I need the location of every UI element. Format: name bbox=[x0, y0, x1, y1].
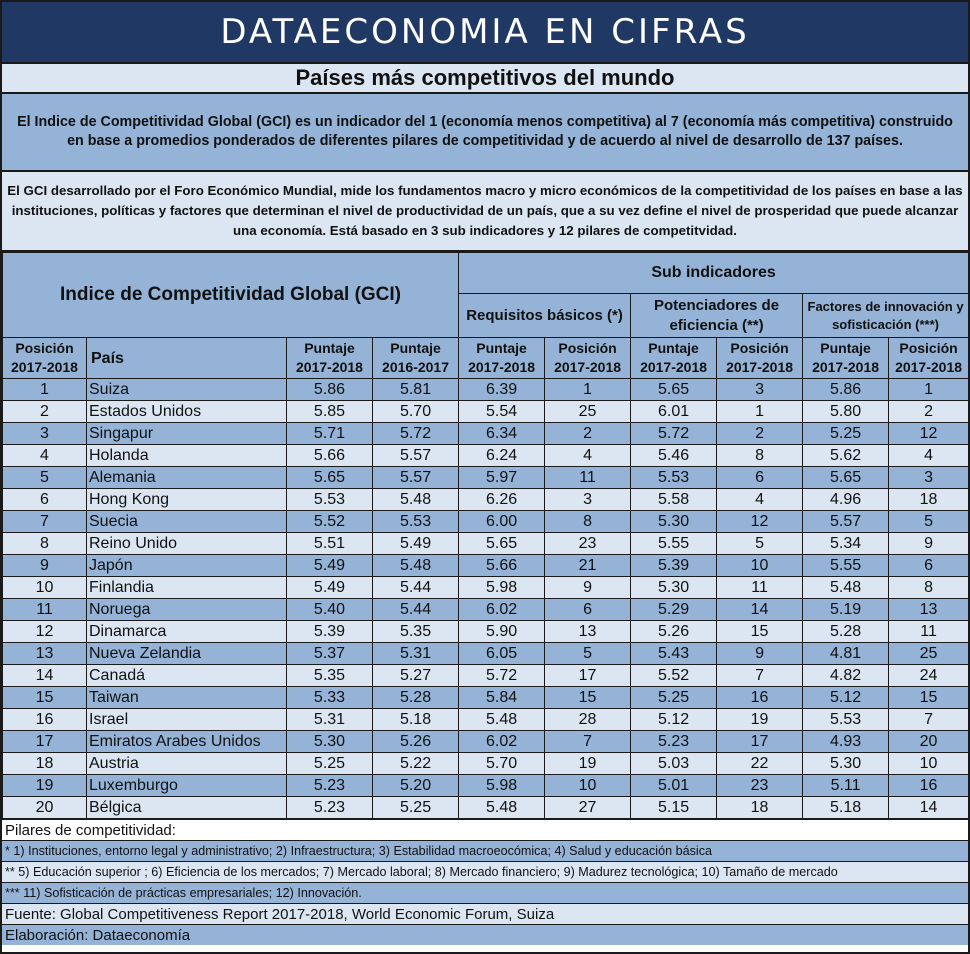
cell-basic-score: 5.72 bbox=[459, 665, 545, 687]
cell-score-2017: 5.86 bbox=[287, 379, 373, 401]
cell-innovation-score: 5.53 bbox=[803, 709, 889, 731]
cell-score-2017: 5.49 bbox=[287, 577, 373, 599]
cell-position: 13 bbox=[3, 643, 87, 665]
cell-efficiency-score: 5.58 bbox=[631, 489, 717, 511]
cell-score-2016: 5.25 bbox=[373, 797, 459, 819]
table-row bbox=[3, 511, 969, 533]
cell-position: 11 bbox=[3, 599, 87, 621]
cell-efficiency-score: 5.30 bbox=[631, 511, 717, 533]
cell-efficiency-score: 5.23 bbox=[631, 731, 717, 753]
cell-innovation-position: 24 bbox=[889, 665, 969, 687]
cell-basic-score: 5.98 bbox=[459, 775, 545, 797]
cell-position: 19 bbox=[3, 775, 87, 797]
cell-score-2017: 5.65 bbox=[287, 467, 373, 489]
cell-score-2016: 5.57 bbox=[373, 467, 459, 489]
cell-basic-score: 6.24 bbox=[459, 445, 545, 467]
table-row bbox=[3, 467, 969, 489]
cell-score-2016: 5.35 bbox=[373, 621, 459, 643]
cell-score-2016: 5.72 bbox=[373, 423, 459, 445]
cell-efficiency-score: 5.25 bbox=[631, 687, 717, 709]
cell-basic-score: 6.26 bbox=[459, 489, 545, 511]
cell-innovation-score: 5.11 bbox=[803, 775, 889, 797]
cell-innovation-score: 5.48 bbox=[803, 577, 889, 599]
cell-efficiency-position: 22 bbox=[717, 753, 803, 775]
cell-basic-score: 5.48 bbox=[459, 797, 545, 819]
cell-basic-position: 19 bbox=[545, 753, 631, 775]
cell-country: Japón bbox=[87, 555, 287, 577]
cell-innovation-position: 10 bbox=[889, 753, 969, 775]
banner-title: DATAECONOMIA EN CIFRAS bbox=[2, 2, 968, 64]
cell-innovation-position: 15 bbox=[889, 687, 969, 709]
pillars-efficiency-note: ** 5) Educación superior ; 6) Eficiencia de los mercados; 7) Mercado laboral; 8) Mercado financiero; 9) Madurez tecnológica; 10) Tamaño de mercado bbox=[2, 861, 968, 882]
cell-efficiency-score: 5.46 bbox=[631, 445, 717, 467]
cell-score-2017: 5.33 bbox=[287, 687, 373, 709]
cell-basic-score: 6.34 bbox=[459, 423, 545, 445]
cell-basic-position: 6 bbox=[545, 599, 631, 621]
cell-innovation-position: 7 bbox=[889, 709, 969, 731]
cell-innovation-position: 13 bbox=[889, 599, 969, 621]
cell-efficiency-position: 1 bbox=[717, 401, 803, 423]
sub-indicators-header: Sub indicadores bbox=[459, 253, 969, 294]
cell-efficiency-score: 5.26 bbox=[631, 621, 717, 643]
col-header-score-2016: Puntaje 2016-2017 bbox=[373, 338, 459, 379]
cell-country: Singapur bbox=[87, 423, 287, 445]
cell-efficiency-score: 5.30 bbox=[631, 577, 717, 599]
cell-efficiency-position: 12 bbox=[717, 511, 803, 533]
cell-score-2017: 5.66 bbox=[287, 445, 373, 467]
cell-efficiency-position: 17 bbox=[717, 731, 803, 753]
cell-position: 3 bbox=[3, 423, 87, 445]
cell-innovation-score: 4.93 bbox=[803, 731, 889, 753]
gci-header: Indice de Competitividad Global (GCI) bbox=[3, 253, 459, 338]
source-note: Fuente: Global Competitiveness Report 2017-2018, World Economic Forum, Suiza bbox=[2, 903, 968, 924]
cell-basic-score: 5.66 bbox=[459, 555, 545, 577]
cell-efficiency-position: 15 bbox=[717, 621, 803, 643]
cell-position: 5 bbox=[3, 467, 87, 489]
cell-innovation-score: 4.82 bbox=[803, 665, 889, 687]
cell-efficiency-score: 5.53 bbox=[631, 467, 717, 489]
cell-innovation-position: 18 bbox=[889, 489, 969, 511]
cell-position: 15 bbox=[3, 687, 87, 709]
cell-efficiency-score: 6.01 bbox=[631, 401, 717, 423]
cell-efficiency-score: 5.43 bbox=[631, 643, 717, 665]
cell-score-2017: 5.23 bbox=[287, 797, 373, 819]
col-header-innovation-score: Puntaje 2017-2018 bbox=[803, 338, 889, 379]
cell-efficiency-score: 5.72 bbox=[631, 423, 717, 445]
cell-efficiency-position: 7 bbox=[717, 665, 803, 687]
cell-basic-score: 5.48 bbox=[459, 709, 545, 731]
table-row bbox=[3, 643, 969, 665]
cell-position: 14 bbox=[3, 665, 87, 687]
cell-basic-score: 5.65 bbox=[459, 533, 545, 555]
cell-basic-position: 3 bbox=[545, 489, 631, 511]
cell-innovation-score: 5.19 bbox=[803, 599, 889, 621]
cell-country: Emiratos Arabes Unidos bbox=[87, 731, 287, 753]
cell-score-2017: 5.37 bbox=[287, 643, 373, 665]
cell-score-2017: 5.51 bbox=[287, 533, 373, 555]
col-header-basic-position: Posición 2017-2018 bbox=[545, 338, 631, 379]
cell-innovation-score: 5.65 bbox=[803, 467, 889, 489]
cell-score-2016: 5.48 bbox=[373, 555, 459, 577]
group-basic-requirements: Requisitos básicos (*) bbox=[459, 294, 631, 338]
cell-innovation-score: 5.80 bbox=[803, 401, 889, 423]
cell-efficiency-position: 4 bbox=[717, 489, 803, 511]
col-header-efficiency-position: Posición 2017-2018 bbox=[717, 338, 803, 379]
author-note: Elaboración: Dataeconomía bbox=[2, 924, 968, 945]
cell-country: Noruega bbox=[87, 599, 287, 621]
cell-efficiency-position: 18 bbox=[717, 797, 803, 819]
cell-innovation-position: 1 bbox=[889, 379, 969, 401]
cell-score-2017: 5.49 bbox=[287, 555, 373, 577]
cell-basic-position: 10 bbox=[545, 775, 631, 797]
table-row bbox=[3, 445, 969, 467]
cell-score-2017: 5.40 bbox=[287, 599, 373, 621]
cell-efficiency-position: 8 bbox=[717, 445, 803, 467]
cell-country: Israel bbox=[87, 709, 287, 731]
cell-score-2017: 5.35 bbox=[287, 665, 373, 687]
cell-efficiency-score: 5.65 bbox=[631, 379, 717, 401]
cell-efficiency-score: 5.12 bbox=[631, 709, 717, 731]
cell-innovation-score: 4.81 bbox=[803, 643, 889, 665]
cell-country: Suiza bbox=[87, 379, 287, 401]
cell-efficiency-position: 19 bbox=[717, 709, 803, 731]
cell-efficiency-score: 5.03 bbox=[631, 753, 717, 775]
col-header-efficiency-score: Puntaje 2017-2018 bbox=[631, 338, 717, 379]
cell-innovation-position: 2 bbox=[889, 401, 969, 423]
cell-innovation-score: 5.30 bbox=[803, 753, 889, 775]
cell-efficiency-position: 11 bbox=[717, 577, 803, 599]
cell-country: Austria bbox=[87, 753, 287, 775]
cell-efficiency-position: 3 bbox=[717, 379, 803, 401]
cell-score-2016: 5.81 bbox=[373, 379, 459, 401]
cell-country: Hong Kong bbox=[87, 489, 287, 511]
cell-innovation-position: 14 bbox=[889, 797, 969, 819]
cell-innovation-position: 20 bbox=[889, 731, 969, 753]
cell-country: Canadá bbox=[87, 665, 287, 687]
cell-efficiency-score: 5.55 bbox=[631, 533, 717, 555]
col-header-position: Posición 2017-2018 bbox=[3, 338, 87, 379]
cell-score-2017: 5.39 bbox=[287, 621, 373, 643]
pillars-innovation-note: *** 11) Sofisticación de prácticas empresariales; 12) Innovación. bbox=[2, 882, 968, 903]
cell-innovation-position: 11 bbox=[889, 621, 969, 643]
cell-country: Reino Unido bbox=[87, 533, 287, 555]
cell-score-2016: 5.20 bbox=[373, 775, 459, 797]
cell-score-2017: 5.71 bbox=[287, 423, 373, 445]
cell-innovation-position: 25 bbox=[889, 643, 969, 665]
table-row bbox=[3, 533, 969, 555]
cell-country: Taiwan bbox=[87, 687, 287, 709]
cell-innovation-score: 5.34 bbox=[803, 533, 889, 555]
competitiveness-table bbox=[2, 252, 969, 819]
cell-basic-score: 6.02 bbox=[459, 599, 545, 621]
page-subtitle: Países más competitivos del mundo bbox=[2, 64, 968, 94]
cell-efficiency-score: 5.39 bbox=[631, 555, 717, 577]
cell-score-2016: 5.70 bbox=[373, 401, 459, 423]
cell-position: 20 bbox=[3, 797, 87, 819]
cell-position: 1 bbox=[3, 379, 87, 401]
cell-basic-position: 23 bbox=[545, 533, 631, 555]
cell-basic-position: 5 bbox=[545, 643, 631, 665]
cell-innovation-position: 4 bbox=[889, 445, 969, 467]
cell-country: Luxemburgo bbox=[87, 775, 287, 797]
cell-score-2017: 5.31 bbox=[287, 709, 373, 731]
cell-score-2017: 5.85 bbox=[287, 401, 373, 423]
cell-score-2016: 5.31 bbox=[373, 643, 459, 665]
group-efficiency-enhancers: Potenciadores de eficiencia (**) bbox=[631, 294, 803, 338]
cell-score-2016: 5.49 bbox=[373, 533, 459, 555]
cell-basic-position: 15 bbox=[545, 687, 631, 709]
cell-efficiency-score: 5.01 bbox=[631, 775, 717, 797]
col-header-country: País bbox=[87, 338, 287, 379]
cell-position: 18 bbox=[3, 753, 87, 775]
table-row bbox=[3, 621, 969, 643]
cell-score-2017: 5.23 bbox=[287, 775, 373, 797]
table-row bbox=[3, 753, 969, 775]
cell-score-2016: 5.44 bbox=[373, 577, 459, 599]
cell-innovation-score: 5.62 bbox=[803, 445, 889, 467]
cell-score-2016: 5.44 bbox=[373, 599, 459, 621]
table-row bbox=[3, 775, 969, 797]
cell-position: 4 bbox=[3, 445, 87, 467]
cell-efficiency-score: 5.52 bbox=[631, 665, 717, 687]
table-row bbox=[3, 577, 969, 599]
cell-innovation-position: 16 bbox=[889, 775, 969, 797]
cell-basic-score: 6.00 bbox=[459, 511, 545, 533]
table-row bbox=[3, 489, 969, 511]
cell-efficiency-score: 5.29 bbox=[631, 599, 717, 621]
pillars-title: Pilares de competitividad: bbox=[2, 819, 968, 840]
table-row bbox=[3, 731, 969, 753]
cell-basic-score: 5.70 bbox=[459, 753, 545, 775]
description-gci: El Indice de Competitividad Global (GCI) es un indicador del 1 (economía menos competitiva) al 7 (economía más competitiva) construido en base a promedios ponderados de diferentes pilares de competitividad y de acuerdo al nivel de desarrollo de 137 países. bbox=[2, 94, 968, 172]
table-row bbox=[3, 687, 969, 709]
cell-position: 10 bbox=[3, 577, 87, 599]
cell-score-2016: 5.26 bbox=[373, 731, 459, 753]
cell-innovation-score: 5.86 bbox=[803, 379, 889, 401]
cell-score-2017: 5.30 bbox=[287, 731, 373, 753]
cell-country: Dinamarca bbox=[87, 621, 287, 643]
table-row bbox=[3, 423, 969, 445]
cell-innovation-position: 9 bbox=[889, 533, 969, 555]
cell-position: 12 bbox=[3, 621, 87, 643]
table-row bbox=[3, 599, 969, 621]
cell-efficiency-score: 5.15 bbox=[631, 797, 717, 819]
cell-score-2017: 5.25 bbox=[287, 753, 373, 775]
table-row bbox=[3, 555, 969, 577]
cell-basic-score: 5.97 bbox=[459, 467, 545, 489]
col-header-score-2017: Puntaje 2017-2018 bbox=[287, 338, 373, 379]
cell-basic-score: 6.05 bbox=[459, 643, 545, 665]
cell-efficiency-position: 16 bbox=[717, 687, 803, 709]
cell-basic-position: 11 bbox=[545, 467, 631, 489]
cell-innovation-position: 6 bbox=[889, 555, 969, 577]
cell-country: Alemania bbox=[87, 467, 287, 489]
cell-efficiency-position: 6 bbox=[717, 467, 803, 489]
cell-basic-position: 17 bbox=[545, 665, 631, 687]
cell-efficiency-position: 2 bbox=[717, 423, 803, 445]
cell-position: 9 bbox=[3, 555, 87, 577]
group-innovation-factors: Factores de innovación y sofisticación (***) bbox=[803, 294, 969, 338]
table-row bbox=[3, 401, 969, 423]
cell-innovation-score: 5.25 bbox=[803, 423, 889, 445]
cell-basic-position: 27 bbox=[545, 797, 631, 819]
cell-position: 17 bbox=[3, 731, 87, 753]
cell-basic-score: 5.90 bbox=[459, 621, 545, 643]
col-header-innovation-position: Posición 2017-2018 bbox=[889, 338, 969, 379]
cell-innovation-position: 5 bbox=[889, 511, 969, 533]
cell-basic-position: 28 bbox=[545, 709, 631, 731]
cell-country: Estados Unidos bbox=[87, 401, 287, 423]
table-row bbox=[3, 665, 969, 687]
cell-position: 16 bbox=[3, 709, 87, 731]
cell-innovation-position: 12 bbox=[889, 423, 969, 445]
cell-score-2016: 5.18 bbox=[373, 709, 459, 731]
cell-score-2016: 5.48 bbox=[373, 489, 459, 511]
cell-basic-position: 13 bbox=[545, 621, 631, 643]
cell-basic-score: 5.98 bbox=[459, 577, 545, 599]
pillars-basic-note: * 1) Instituciones, entorno legal y administrativo; 2) Infraestructura; 3) Estabilidad macroeocómica; 4) Salud y educación básica bbox=[2, 840, 968, 861]
cell-country: Holanda bbox=[87, 445, 287, 467]
cell-basic-position: 9 bbox=[545, 577, 631, 599]
table-row bbox=[3, 379, 969, 401]
cell-innovation-position: 8 bbox=[889, 577, 969, 599]
table-body bbox=[3, 379, 969, 819]
cell-position: 2 bbox=[3, 401, 87, 423]
col-header-basic-score: Puntaje 2017-2018 bbox=[459, 338, 545, 379]
cell-innovation-score: 5.12 bbox=[803, 687, 889, 709]
cell-efficiency-position: 9 bbox=[717, 643, 803, 665]
description-wef: El GCI desarrollado por el Foro Económico Mundial, mide los fundamentos macro y micro económicos de la competitividad de los países en base a las instituciones, políticas y factores que determinan el nivel de productividad de un país, que a su vez define el nivel de prosperidad que puede alcanzar una economía. Está basado en 3 sub indicadores y 12 pilares de competitvidad. bbox=[2, 172, 968, 252]
cell-efficiency-position: 14 bbox=[717, 599, 803, 621]
cell-score-2017: 5.53 bbox=[287, 489, 373, 511]
table-row bbox=[3, 709, 969, 731]
cell-innovation-score: 5.57 bbox=[803, 511, 889, 533]
cell-position: 8 bbox=[3, 533, 87, 555]
cell-basic-score: 5.84 bbox=[459, 687, 545, 709]
cell-efficiency-position: 23 bbox=[717, 775, 803, 797]
cell-score-2016: 5.53 bbox=[373, 511, 459, 533]
table-row bbox=[3, 797, 969, 819]
cell-efficiency-position: 10 bbox=[717, 555, 803, 577]
cell-score-2017: 5.52 bbox=[287, 511, 373, 533]
cell-country: Bélgica bbox=[87, 797, 287, 819]
cell-efficiency-position: 5 bbox=[717, 533, 803, 555]
cell-basic-score: 6.39 bbox=[459, 379, 545, 401]
cell-basic-position: 4 bbox=[545, 445, 631, 467]
cell-basic-position: 1 bbox=[545, 379, 631, 401]
cell-basic-position: 21 bbox=[545, 555, 631, 577]
cell-innovation-score: 5.55 bbox=[803, 555, 889, 577]
cell-score-2016: 5.27 bbox=[373, 665, 459, 687]
cell-basic-position: 8 bbox=[545, 511, 631, 533]
cell-basic-score: 6.02 bbox=[459, 731, 545, 753]
cell-innovation-score: 5.28 bbox=[803, 621, 889, 643]
cell-position: 6 bbox=[3, 489, 87, 511]
cell-position: 7 bbox=[3, 511, 87, 533]
cell-country: Nueva Zelandia bbox=[87, 643, 287, 665]
cell-country: Suecia bbox=[87, 511, 287, 533]
cell-basic-score: 5.54 bbox=[459, 401, 545, 423]
cell-score-2016: 5.28 bbox=[373, 687, 459, 709]
cell-score-2016: 5.57 bbox=[373, 445, 459, 467]
cell-basic-position: 25 bbox=[545, 401, 631, 423]
cell-innovation-score: 5.18 bbox=[803, 797, 889, 819]
cell-basic-position: 7 bbox=[545, 731, 631, 753]
cell-country: Finlandia bbox=[87, 577, 287, 599]
cell-innovation-position: 3 bbox=[889, 467, 969, 489]
cell-basic-position: 2 bbox=[545, 423, 631, 445]
cell-score-2016: 5.22 bbox=[373, 753, 459, 775]
cell-innovation-score: 4.96 bbox=[803, 489, 889, 511]
